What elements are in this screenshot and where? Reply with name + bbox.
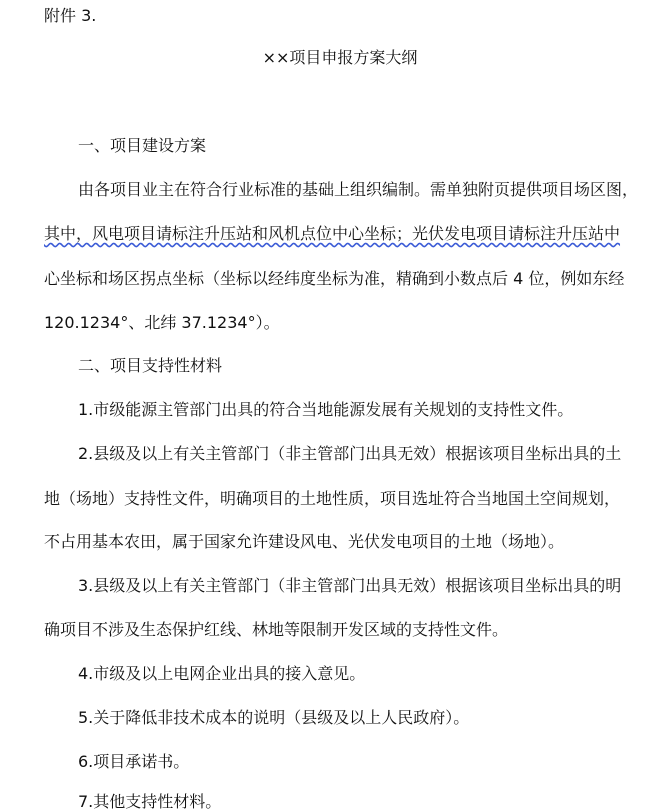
list-item-3-line-2: 确项目不涉及生态保护红线、林地等限制开发区域的支持性文件。 bbox=[44, 620, 509, 639]
list-item-5: 5.关于降低非技术成本的说明（县级及以上人民政府）。 bbox=[78, 708, 470, 727]
section1-line-2: 其中，风电项目请标注升压站和风机点位中心坐标；光伏发电项目请标注升压站中 bbox=[44, 224, 621, 243]
list-item-2-line-1: 2.县级及以上有关主管部门（非主管部门出具无效）根据该项目坐标出具的土 bbox=[78, 444, 622, 463]
list-item-6: 6.项目承诺书。 bbox=[78, 752, 190, 771]
section2-heading: 二、项目支持性材料 bbox=[78, 356, 223, 375]
list-item-2-line-2: 地（场地）支持性文件，明确项目的土地性质，项目选址符合当地国土空间规划， bbox=[44, 489, 621, 508]
list-item-7: 7.其他支持性材料。 bbox=[78, 792, 222, 811]
list-item-3-line-1: 3.县级及以上有关主管部门（非主管部门出具无效）根据该项目坐标出具的明 bbox=[78, 576, 622, 595]
document-title: ××项目申报方案大纲 bbox=[262, 48, 418, 67]
section1-heading: 一、项目建设方案 bbox=[78, 136, 207, 155]
attachment-label: 附件 3. bbox=[44, 6, 97, 25]
list-item-1: 1.市级能源主管部门出具的符合当地能源发展有关规划的支持性文件。 bbox=[78, 400, 574, 419]
list-item-4: 4.市级及以上电网企业出具的接入意见。 bbox=[78, 664, 366, 683]
list-item-2-line-3: 不占用基本农田，属于国家允许建设风电、光伏发电项目的土地（场地）。 bbox=[44, 532, 565, 551]
section1-line-4: 120.1234°、北纬 37.1234°）。 bbox=[44, 313, 280, 332]
section1-line-1: 由各项目业主在符合行业标准的基础上组织编制。需单独附页提供项目场区图， bbox=[78, 180, 639, 199]
section1-line-3: 心坐标和场区拐点坐标（坐标以经纬度坐标为准，精确到小数点后 4 位，例如东经 bbox=[44, 269, 625, 288]
